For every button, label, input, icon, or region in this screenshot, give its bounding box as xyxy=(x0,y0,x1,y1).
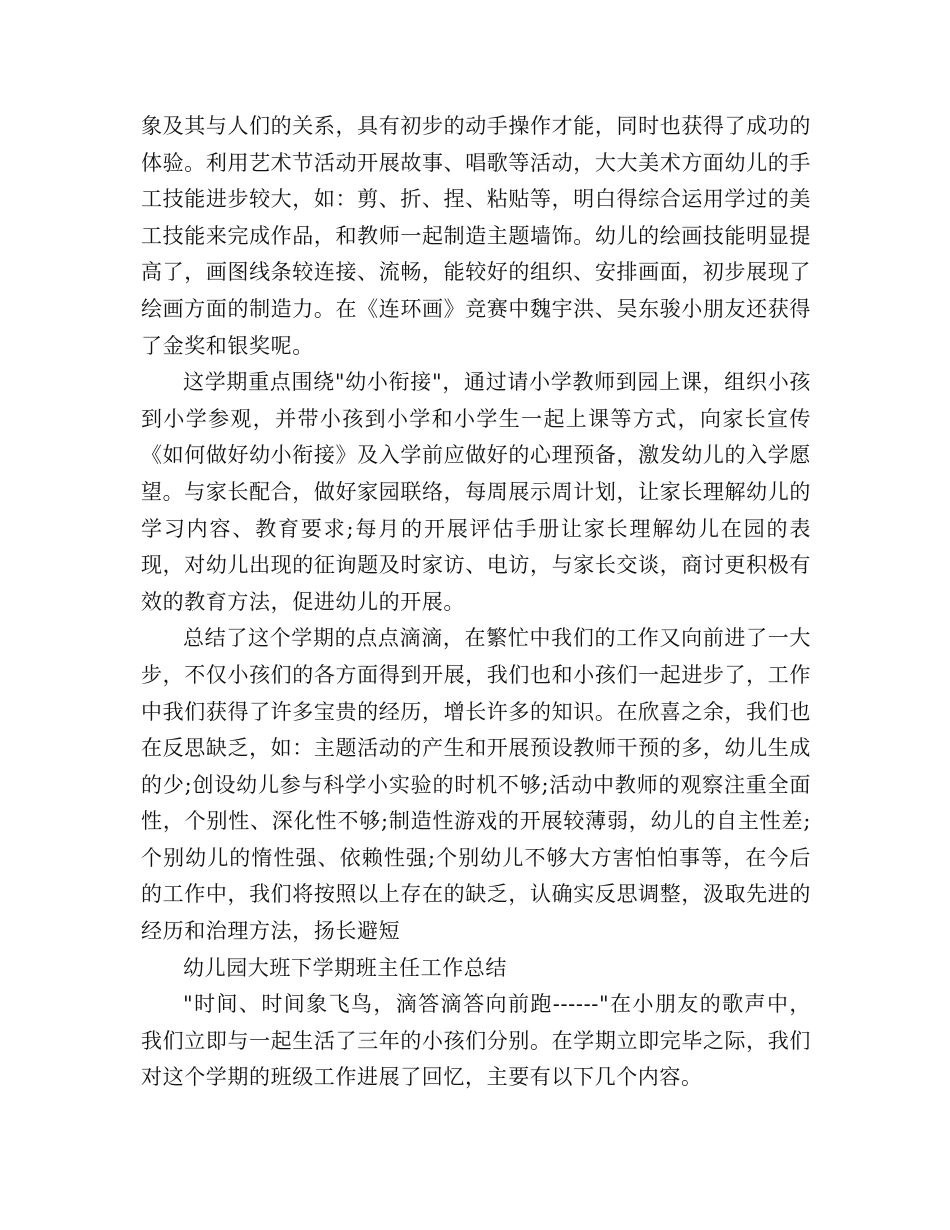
paragraph-4: "时间、时间象飞鸟，滴答滴答向前跑------"在小朋友的歌声中，我们立即与一起生活了三年的小孩们分别。在学期立即完毕之际，我们对这个学期的班级工作进展了回忆，主要有以下几个内容。 xyxy=(141,992,811,1090)
paragraph-1: 象及其与人们的关系，具有初步的动手操作才能，同时也获得了成功的体验。利用艺术节活动开展故事、唱歌等活动，大大美术方面幼儿的手工技能进步较大，如：剪、折、捏、粘贴等，明白得综合运用学过的美工技能来完成作品，和教师一起制造主题墙饰。幼儿的绘画技能明显提高了，画图线条较连接、流畅，能较好的组织、安排画面，初步展现了绘画方面的制造力。在《连环画》竞赛中魏宇洪、吴东骏小朋友还获得了金奖和银奖呢。 xyxy=(141,114,811,358)
paragraph-3: 总结了这个学期的点点滴滴，在繁忙中我们的工作又向前进了一大步，不仅小孩们的各方面得到开展，我们也和小孩们一起进步了，工作中我们获得了许多宝贵的经历，增长许多的知识。在欣喜之余，我们也在反思缺乏，如：主题活动的产生和开展预设教师干预的多，幼儿生成的少;创设幼儿参与科学小实验的时机不够;活动中教师的观察注重全面性，个别性、深化性不够;制造性游戏的开展较薄弱，幼儿的自主性差;个别幼儿的惰性强、依赖性强;个别幼儿不够大方害怕怕事等，在今后的工作中，我们将按照以上存在的缺乏，认确实反思调整，汲取先进的经历和治理方法，扬长避短 xyxy=(141,626,811,944)
paragraph-2: 这学期重点围绕"幼小衔接"，通过请小学教师到园上课，组织小孩到小学参观，并带小孩到小学和小学生一起上课等方式，向家长宣传《如何做好幼小衔接》及入学前应做好的心理预备，激发幼儿的入学愿望。与家长配合，做好家园联络，每周展示周计划，让家长理解幼儿的学习内容、教育要求;每月的开展评估手册让家长理解幼儿在园的表现，对幼儿出现的征询题及时家访、电访，与家长交谈，商讨更积极有效的教育方法，促进幼儿的开展。 xyxy=(141,370,811,614)
document-body xyxy=(141,108,811,1096)
section-title: 幼儿园大班下学期班主任工作总结 xyxy=(183,955,507,980)
